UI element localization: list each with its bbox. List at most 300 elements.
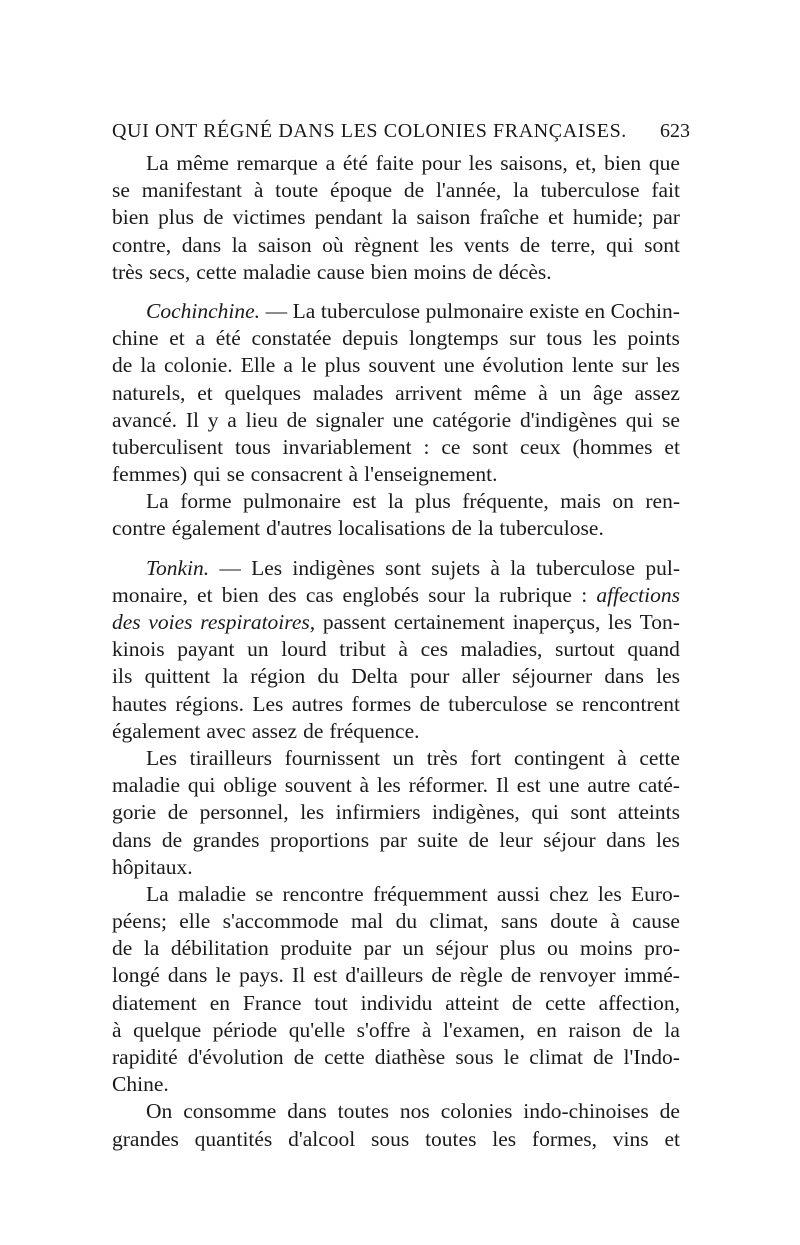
word: sous (455, 1045, 494, 1069)
word: Les (251, 555, 283, 580)
word: malades (312, 380, 384, 405)
word: colonies (440, 1099, 513, 1124)
word: affections (596, 582, 680, 607)
word: fréquence. (329, 718, 420, 743)
word: de (659, 1099, 680, 1124)
word: avec (206, 718, 246, 743)
text-line (112, 232, 680, 259)
word: formes, (531, 1126, 597, 1151)
word: pulmonaire (243, 489, 341, 514)
word: sour (428, 582, 466, 607)
word: voies (148, 610, 193, 634)
word: surtout (555, 637, 615, 662)
word: de (403, 178, 425, 203)
word: tribut (339, 637, 386, 662)
word: existe (529, 298, 580, 323)
word: les (656, 353, 680, 378)
word: lieu (245, 407, 278, 432)
word: kinois (112, 637, 165, 662)
word: formes (351, 691, 412, 716)
word: quelque (133, 1017, 202, 1042)
word: cas (305, 582, 334, 607)
word: sont (472, 434, 509, 459)
word: à (538, 380, 548, 405)
word: chez (549, 881, 589, 906)
text-line (112, 1071, 680, 1098)
word: bien (370, 259, 408, 284)
word: La (146, 881, 169, 906)
word: les (592, 326, 617, 351)
word: pendant (314, 205, 383, 230)
word: colonie. (163, 353, 233, 378)
word: les (608, 610, 632, 634)
word: quelques (224, 380, 302, 405)
word: la (391, 205, 408, 230)
text-line (112, 150, 680, 177)
word: a (325, 151, 336, 175)
word: climat, (429, 909, 489, 934)
text-line (112, 772, 680, 799)
word: a (227, 407, 237, 432)
word: rencontre (282, 881, 364, 906)
word: la (510, 555, 526, 580)
word: est (516, 773, 541, 798)
word: moins (580, 936, 633, 961)
word: faite (375, 151, 414, 175)
word: de (632, 1017, 653, 1042)
word: les (468, 151, 493, 175)
word: rubrique (499, 582, 572, 607)
word: Il (495, 773, 509, 798)
word: monaire, (112, 582, 188, 607)
word: est (352, 489, 377, 514)
word: tuberculose (540, 178, 640, 203)
word: sur (621, 353, 648, 378)
word: qui (531, 800, 559, 825)
word: vins (612, 1126, 649, 1151)
word: fraîche (479, 205, 540, 230)
word: diatement (112, 990, 197, 1015)
word: saisons, (500, 151, 568, 175)
word: inaperçus, (512, 610, 601, 634)
word: d'autres (266, 516, 333, 541)
word: contre (112, 516, 166, 541)
word: points (627, 326, 680, 351)
word: un (559, 380, 582, 405)
word: un (247, 637, 269, 662)
word: longtemps (408, 326, 499, 351)
word: naturels, (112, 380, 186, 405)
word: catégorie (432, 407, 512, 432)
word: pour (421, 151, 461, 175)
word: renvoyer (539, 963, 616, 988)
word: séjourner (512, 664, 593, 689)
word: pulmonaire (425, 298, 524, 323)
text-line (112, 1017, 680, 1044)
word: évolution (482, 353, 564, 378)
word: atteints (617, 800, 680, 825)
word: cette (545, 990, 586, 1015)
word: Les (252, 691, 284, 716)
word: toutes (337, 1099, 389, 1124)
word: maladie (112, 773, 181, 798)
word: on (612, 489, 634, 514)
word: tout (314, 990, 348, 1015)
word: contre, (112, 232, 172, 257)
word: maladie (242, 259, 311, 284)
word: dans (604, 664, 644, 689)
word: des (268, 582, 297, 607)
word: pour (410, 664, 450, 689)
word: de (468, 827, 489, 852)
word: affection, (598, 990, 680, 1015)
text-line (112, 663, 680, 690)
word: suite (417, 827, 459, 852)
word: dans (167, 963, 208, 988)
word: payant (177, 637, 235, 662)
word: quantités (194, 1126, 273, 1151)
word: de (167, 800, 189, 825)
text-line (112, 962, 680, 989)
page-number: 623 (660, 119, 690, 142)
word: mal (351, 909, 384, 934)
word: été (215, 326, 241, 351)
word: sur (509, 326, 536, 351)
word: sans (500, 909, 538, 934)
word: contingent (513, 745, 605, 770)
word: personnel, (199, 800, 289, 825)
text-line (112, 827, 680, 854)
word: région (250, 664, 306, 689)
word: tirailleurs (189, 745, 272, 770)
word: raison (568, 1017, 621, 1042)
word: lourd (281, 637, 327, 662)
word: du (395, 909, 418, 934)
word: arrivent (395, 380, 463, 405)
word: fait (651, 178, 680, 203)
word: une (392, 407, 424, 432)
word: souvent (368, 353, 436, 378)
word: immé- (623, 963, 680, 988)
word: qui (187, 773, 216, 798)
word: dans (606, 827, 646, 852)
word: et (197, 582, 213, 607)
word: pays. (239, 963, 284, 988)
word: le (215, 963, 231, 988)
word: se (662, 407, 680, 432)
word: localisations (338, 516, 446, 541)
word: une (443, 353, 475, 378)
word: Euro- (631, 881, 680, 906)
word: tuberculose (535, 555, 636, 580)
word: d'ailleurs (345, 963, 424, 988)
word: la (387, 489, 404, 514)
word: et (664, 434, 680, 459)
word: moins (413, 259, 467, 284)
word: assez (251, 718, 298, 743)
word: mais (560, 489, 601, 514)
word: autres (291, 691, 344, 716)
word: rencontrent (582, 691, 680, 716)
word: bien (221, 582, 259, 607)
word: longé (112, 963, 160, 988)
word: (hommes (572, 434, 653, 459)
word: la (143, 936, 160, 961)
word: : (581, 582, 588, 607)
word: Chine. (112, 1072, 169, 1097)
word: sont (644, 232, 680, 257)
word: quittent (144, 664, 211, 689)
text-line (112, 908, 680, 935)
word: une (548, 773, 580, 798)
word: doute (550, 909, 598, 934)
word: de (519, 232, 541, 257)
word: de (112, 936, 133, 961)
text-line (112, 555, 680, 582)
word: plus (499, 936, 536, 961)
word: règle (459, 963, 503, 988)
word: oblige (223, 773, 277, 798)
text-line (112, 298, 680, 325)
word: tous (546, 326, 583, 351)
word: quand (627, 637, 680, 662)
word: aller (461, 664, 500, 689)
word: dans (287, 1099, 327, 1124)
word: à (617, 745, 627, 770)
word: les (376, 773, 401, 798)
word: la (140, 353, 156, 378)
word: de (419, 691, 440, 716)
word: également (112, 718, 201, 743)
word: de (472, 259, 493, 284)
word: de (161, 827, 183, 852)
text-line (112, 488, 680, 515)
word: certainement (393, 610, 505, 634)
text-line (112, 325, 680, 352)
text-line (112, 380, 680, 407)
word: fréquemment (372, 881, 488, 906)
word: grandes (192, 827, 260, 852)
word: tuberculose (320, 298, 421, 323)
word: la (474, 582, 490, 607)
text-line (112, 177, 680, 204)
word: d'indigènes (519, 407, 617, 432)
word: le (503, 1045, 520, 1069)
word: par (652, 205, 680, 230)
word: proportions (269, 827, 370, 852)
word: tuberculose. (499, 516, 604, 541)
word: de (431, 963, 452, 988)
word: indigènes (292, 555, 375, 580)
word: même (473, 380, 527, 405)
word: à (610, 909, 620, 934)
word: se (555, 691, 574, 716)
word: réformer. (408, 773, 488, 798)
word: où (322, 232, 344, 257)
word: est (313, 963, 338, 988)
word: grandes (112, 1126, 179, 1151)
word: à (421, 1017, 432, 1042)
word: séjour (543, 827, 596, 852)
word: Il (292, 963, 306, 988)
word: cette (196, 259, 237, 284)
text-line (112, 1098, 680, 1125)
word: de (511, 990, 533, 1015)
word: cause (316, 259, 365, 284)
word: de (293, 1045, 314, 1069)
word: se (226, 462, 245, 487)
word: consomme (183, 1099, 277, 1124)
word: l'année, (435, 178, 502, 203)
word: de (286, 407, 307, 432)
word: à (359, 773, 370, 798)
text-line (112, 461, 680, 488)
word: terre, (550, 232, 596, 257)
word: la (231, 232, 248, 257)
word: saison (416, 205, 471, 230)
word: La (292, 298, 316, 323)
text-line (112, 434, 680, 461)
word: de (203, 205, 224, 230)
word: même (176, 151, 229, 175)
word: climat (529, 1045, 583, 1069)
word: l'Indo- (623, 1045, 680, 1069)
word: pul- (645, 555, 680, 580)
word: en (584, 298, 606, 323)
word: de (112, 353, 133, 378)
word: maladies, (460, 637, 543, 662)
text-line (112, 691, 680, 718)
word: victimes (232, 205, 306, 230)
word: un (402, 936, 425, 961)
word: tous (234, 434, 271, 459)
word: époque (329, 178, 393, 203)
text-line (112, 799, 680, 826)
word: indo-chinoises (523, 1099, 649, 1124)
word: fréquente, (462, 489, 549, 514)
word: un (392, 745, 415, 770)
word: forme (180, 489, 232, 514)
word: assez (634, 380, 680, 405)
word: fort (470, 745, 502, 770)
word: qui (606, 232, 634, 257)
word: aussi (496, 881, 540, 906)
word: à (490, 555, 500, 580)
word: ceux (520, 434, 561, 459)
word: ren- (645, 489, 680, 514)
word: plus (414, 489, 451, 514)
word: La (146, 489, 169, 514)
word: rapidité (112, 1045, 178, 1069)
word: sont (570, 800, 607, 825)
word: les (656, 827, 680, 852)
word: sujets (431, 555, 481, 580)
word: indigènes, (432, 800, 520, 825)
word: toute (275, 178, 319, 203)
word: à (398, 637, 408, 662)
word: les (656, 664, 680, 689)
word: France (242, 990, 302, 1015)
word: Elle (240, 353, 276, 378)
word: par (363, 936, 391, 961)
word: a (283, 353, 293, 378)
word: produite (280, 936, 353, 961)
text-line (112, 515, 680, 542)
word: règnent (354, 232, 419, 257)
word: ces (420, 637, 449, 662)
word: remarque (236, 151, 318, 175)
word: bien (112, 205, 150, 230)
word: qui (193, 462, 221, 487)
word: qui (625, 407, 654, 432)
word: femmes) (112, 462, 188, 487)
word: invariablement (282, 434, 412, 459)
word: On (146, 1099, 173, 1124)
word: la (513, 178, 529, 203)
word: nos (399, 1099, 430, 1124)
word: : (423, 434, 430, 459)
word: depuis (342, 326, 399, 351)
word: la (664, 1017, 680, 1042)
word: bien (604, 151, 642, 175)
word: avancé. (112, 407, 178, 432)
text-line (112, 1126, 680, 1153)
word: la (477, 516, 494, 541)
word: consacrent (250, 462, 343, 487)
word: et (197, 380, 213, 405)
text-line (112, 990, 680, 1017)
word: fournissent (284, 745, 381, 770)
word: Ton- (639, 610, 680, 634)
word: à (348, 462, 359, 487)
word: pro- (644, 936, 680, 961)
word: individu (360, 990, 433, 1015)
word: s'accommode (222, 909, 339, 934)
word: Les (146, 745, 178, 770)
word: secs, (149, 259, 191, 284)
word: se (112, 178, 130, 203)
text-line (112, 609, 680, 636)
word: chine (112, 326, 159, 351)
word: ils (112, 664, 133, 689)
word: régions. (175, 691, 244, 716)
word: les (429, 232, 454, 257)
word: qu'elle (288, 1017, 346, 1042)
word: plus (324, 353, 361, 378)
word: par (379, 827, 407, 852)
word: tuberculose (448, 691, 548, 716)
word: Delta (351, 664, 398, 689)
word: ou (547, 936, 569, 961)
word: et (548, 205, 564, 230)
word: caté- (638, 773, 680, 798)
word: du (317, 664, 339, 689)
word: dans (181, 232, 222, 257)
word: humide; (572, 205, 644, 230)
word: maladie (177, 881, 247, 906)
word: débilitation (170, 936, 269, 961)
word: séjour (435, 936, 489, 961)
word: Tonkin. (146, 555, 210, 580)
word: d'évolution (187, 1045, 284, 1069)
word: Cochinchine. (146, 298, 261, 323)
text-line (112, 881, 680, 908)
word: y (207, 407, 219, 432)
word: dans (112, 827, 152, 852)
word: âge (592, 380, 623, 405)
word: en (536, 1017, 557, 1042)
word: sous (371, 1126, 410, 1151)
